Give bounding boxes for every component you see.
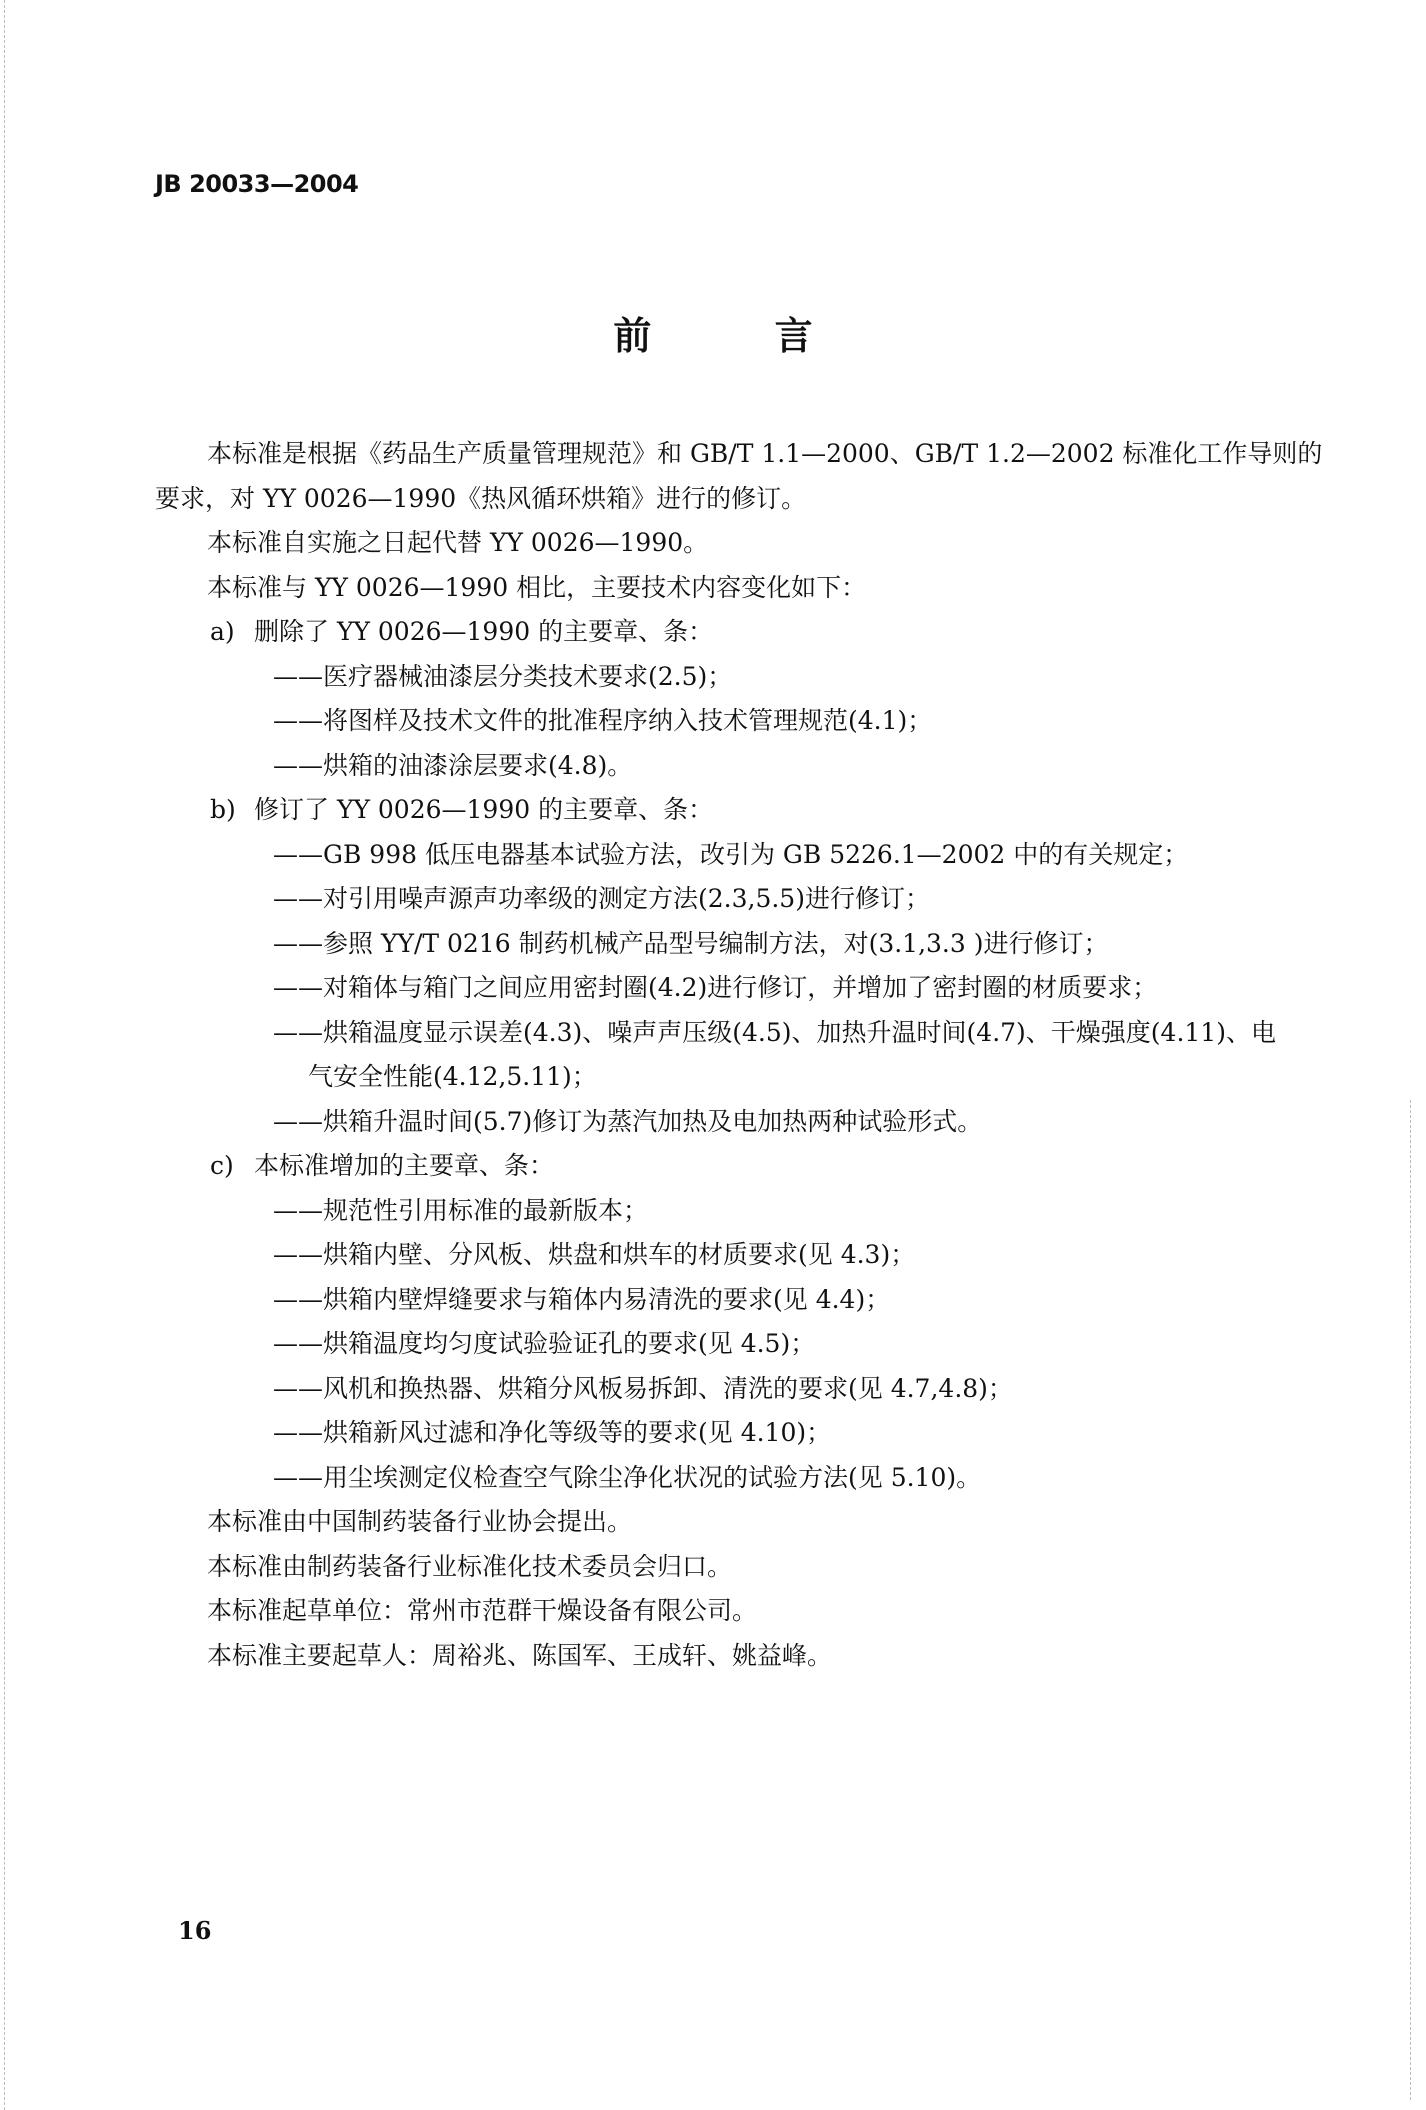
list-item: ——烘箱温度均匀度试验验证孔的要求(见 4.5)； xyxy=(273,1329,816,1358)
list-item: ——风机和换热器、烘箱分风板易拆卸、清洗的要求(见 4.7,4.8)； xyxy=(273,1373,1013,1403)
closing-line: 本标准主要起草人：周裕兆、陈国军、王成轩、姚益峰。 xyxy=(207,1640,833,1670)
list-item: ——规范性引用标准的最新版本； xyxy=(273,1195,649,1225)
foreword-body xyxy=(155,432,1335,1678)
section-a-heading-row xyxy=(155,610,1335,655)
closing-line: 本标准由制药装备行业标准化技术委员会归口。 xyxy=(207,1551,733,1581)
section-heading: 修订了 YY 0026—1990 的主要章、条： xyxy=(254,795,714,824)
intro-paragraph-2: 本标准自实施之日起代替 YY 0026—1990。 xyxy=(207,528,709,557)
section-heading: 删除了 YY 0026—1990 的主要章、条： xyxy=(254,617,714,646)
list-item: ——烘箱新风过滤和净化等级等的要求(见 4.10)； xyxy=(273,1418,832,1447)
list-item: ——对箱体与箱门之间应用密封圈(4.2)进行修订，并增加了密封圈的材质要求； xyxy=(273,973,1158,1002)
list-item: ——将图样及技术文件的批准程序纳入技术管理规范(4.1)； xyxy=(273,706,933,735)
list-item: ——医疗器械油漆层分类技术要求(2.5)； xyxy=(273,661,733,691)
closing-line: 本标准起草单位：常州市范群干燥设备有限公司。 xyxy=(207,1596,758,1625)
list-item: ——烘箱的油漆涂层要求(4.8)。 xyxy=(273,750,633,780)
section-letter: c) xyxy=(210,1151,234,1180)
list-item: ——烘箱内壁、分风板、烘盘和烘车的材质要求(见 4.3)； xyxy=(273,1240,916,1269)
page-title: 前 言 xyxy=(613,313,868,358)
section-b-heading-row xyxy=(155,788,1335,833)
list-item: ——烘箱升温时间(5.7)修订为蒸汽加热及电加热两种试验形式。 xyxy=(273,1106,983,1136)
section-c-heading-row xyxy=(155,1144,1335,1189)
standard-code: JB 20033—2004 xyxy=(155,170,359,198)
scan-edge-right xyxy=(1410,1100,1411,2100)
list-item: ——用尘埃测定仪检查空气除尘净化状况的试验方法(见 5.10)。 xyxy=(273,1462,982,1492)
page-number: 16 xyxy=(178,1916,212,1945)
intro-paragraph-1-line-2: 要求，对 YY 0026—1990《热风循环烘箱》进行的修订。 xyxy=(155,483,807,513)
intro-paragraph-1-line-1: 本标准是根据《药品生产质量管理规范》和 GB/T 1.1—2000、GB/T 1.2—2002 标准化工作导则的 xyxy=(207,439,1323,468)
section-letter: b) xyxy=(210,795,236,824)
intro-paragraph-3: 本标准与 YY 0026—1990 相比，主要技术内容变化如下： xyxy=(207,572,867,602)
section-heading: 本标准增加的主要章、条： xyxy=(254,1151,555,1180)
closing-line: 本标准由中国制药装备行业协会提出。 xyxy=(207,1507,633,1536)
list-item: ——烘箱温度显示误差(4.3)、噪声声压级(4.5)、加热升温时间(4.7)、干燥强度(4.11)、电 xyxy=(273,1017,1276,1047)
list-item: ——烘箱内壁焊缝要求与箱体内易清洗的要求(见 4.4)； xyxy=(273,1284,891,1314)
section-letter: a) xyxy=(210,617,235,646)
list-item: ——参照 YY/T 0216 制药机械产品型号编制方法，对(3.1,3.3 )进行修订； xyxy=(273,928,1109,958)
list-item: ——对引用噪声源声功率级的测定方法(2.3,5.5)进行修订； xyxy=(273,884,930,913)
list-item-continuation: 气安全性能(4.12,5.11)； xyxy=(308,1062,597,1091)
list-item: ——GB 998 低压电器基本试验方法，改引为 GB 5226.1—2002 中的有关规定； xyxy=(273,839,1189,869)
